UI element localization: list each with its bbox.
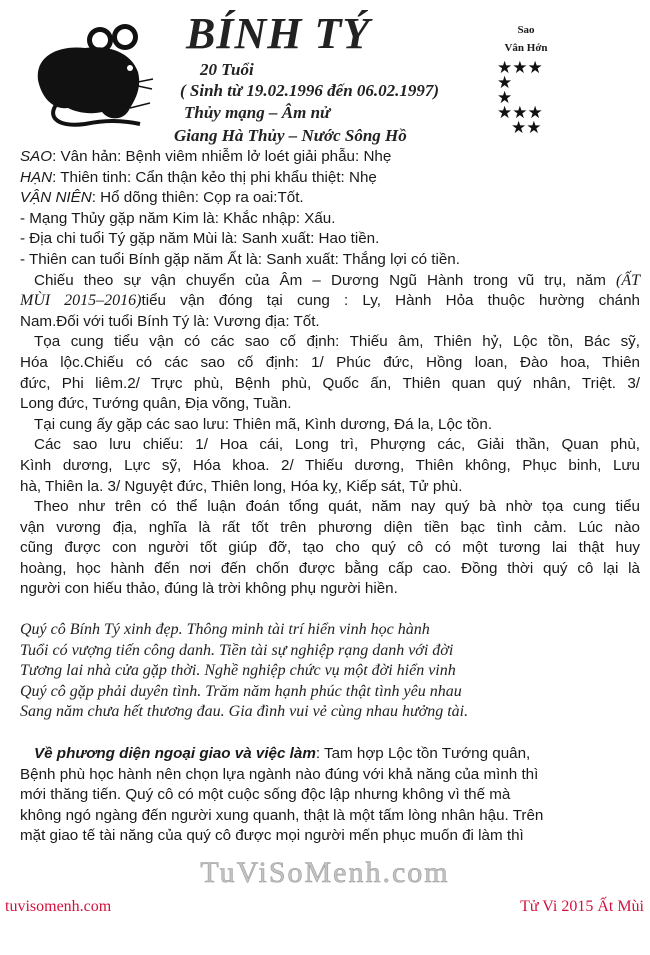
star-row: ★★★ bbox=[497, 103, 543, 122]
star-row: ★ bbox=[497, 73, 513, 92]
luan-doan-line: hoàng, học hành đến nơi đến chốn được bằng cấp cao. Đồng thời quý cô lại là bbox=[20, 559, 640, 577]
poem bbox=[20, 620, 468, 723]
watermark: TuViSoMenh.com bbox=[200, 856, 450, 889]
star-name: Vân Hớn bbox=[504, 42, 548, 54]
ngoai-giao-line: Về phương diện ngoại giao và việc làm: Tam hợp Lộc tồn Tướng quân, bbox=[34, 745, 531, 762]
page-title: BÍNH TÝ bbox=[186, 9, 371, 58]
toa-cung-line: Long đức, Tướng quân, Địa võng, Tuần. bbox=[20, 395, 292, 413]
bullet: - Mạng Thủy gặp năm Kim là: Khắc nhập: Xấu. bbox=[20, 209, 336, 227]
chieu-line: Nam.Đối với tuổi Bính Tý là: Vương địa: Tốt. bbox=[20, 312, 320, 330]
star-rating bbox=[497, 60, 543, 135]
luan-doan-line: người con hiếu thảo, đúng là trời không phụ người hiền. bbox=[20, 580, 398, 598]
star-row: ★★ bbox=[511, 118, 542, 137]
luan-doan-line: vận vương địa, nghĩa là rất tốt trên phương diện tiền bạc tình cảm. Lúc nào bbox=[20, 518, 640, 536]
sao-luu-line: Kình dương, Lực sỹ, Hóa khoa. 2/ Thiếu dương, Thiên không, Phục binh, Lưu bbox=[20, 456, 640, 474]
rat-icon bbox=[30, 20, 155, 132]
toa-cung-line: Tọa cung tiểu vận có các sao cố định: Thiếu âm, Thiên hỷ, Lộc tồn, Bác sỹ, bbox=[34, 333, 640, 351]
ngoai-giao-line: mới thăng tiến. Quý cô có một cuộc sống độc lập nhưng không vì thế mà bbox=[20, 786, 511, 804]
birth-range: ( Sinh từ 19.02.1996 đến 06.02.1997) bbox=[180, 81, 440, 100]
ngoai-giao-line: mặt giao tế tài năng của quý cô được mọi người mến phục muốn đi làm thì bbox=[20, 827, 524, 845]
body-text bbox=[20, 147, 640, 600]
destiny: Thủy mạng – Âm nử bbox=[184, 103, 331, 122]
age: 20 Tuổi bbox=[200, 60, 254, 79]
ngoai-giao-line: không ngó ngàng đến người xung quanh, thật là một tấm lòng nhân hậu. Trên bbox=[20, 806, 544, 824]
bullet: - Thiên can tuổi Bính gặp năm Ất là: Sanh xuất: Thắng lợi có tiền. bbox=[20, 250, 460, 268]
info-han: HẠN: Thiên tinh: Cẩn thận kẻo thị phi khẩu thiệt: Nhẹ bbox=[20, 168, 377, 186]
chieu-line: Chiếu theo sự vận chuyển của Âm – Dương Ngũ Hành trong vũ trụ, năm (ẤT bbox=[34, 271, 640, 289]
luan-doan-line: Theo như trên có thể luận đoán tổng quát, năm nay quý bà nhờ tọa cung tiểu bbox=[34, 498, 640, 516]
ngoai-giao-line: Bệnh phù học hành nên chọn lựa ngành nào đúng với khả năng của mình thì bbox=[20, 765, 539, 783]
toa-cung-line: đức, Phi liêm.2/ Trực phù, Bệnh phù, Quốc ấn, Thiên quan quý nhân, Triệt. 3/ bbox=[20, 374, 640, 392]
bullet: - Địa chi tuổi Tý gặp năm Mùi là: Sanh xuất: Hao tiền. bbox=[20, 230, 380, 248]
footer-book-title: Tử Vi 2015 Ất Mùi bbox=[520, 898, 644, 915]
tai-cung-line: Tại cung ấy gặp các sao lưu: Thiên mã, Kình dương, Đá la, Lộc tồn. bbox=[34, 415, 493, 433]
poem-line: Sang năm chưa hết thương đau. Gia đình vui vẻ cùng nhau hưởng tài. bbox=[20, 703, 469, 721]
poem-line: Quý cô Bính Tý xinh đẹp. Thông minh tài trí hiển vinh học hành bbox=[20, 621, 430, 638]
ngoai-giao-section bbox=[20, 744, 640, 847]
toa-cung-line: Hóa lộc.Chiếu có các sao cố định: 1/ Phúc đức, Hồng loan, Đào hoa, Thiên bbox=[20, 353, 640, 371]
section-heading: Về phương diện ngoại giao và việc làm bbox=[34, 745, 316, 762]
poem-line: Quý cô gặp phải duyên tình. Trăm năm hạnh phúc thật tình yêu nhau bbox=[20, 682, 462, 700]
footer-site: tuvisomenh.com bbox=[5, 898, 112, 915]
star-row: ★ bbox=[497, 88, 513, 107]
chieu-line: MÙI 2015–2016)tiểu vận đóng tại cung : Ly, Hành Hỏa thuộc hường chánh bbox=[20, 292, 640, 310]
element: Giang Hà Thủy – Nước Sông Hồ bbox=[174, 126, 407, 145]
poem-line: Tuổi có vượng tiến công danh. Tiền tài sự nghiệp rạng danh với đời bbox=[20, 641, 454, 659]
luan-doan-line: cũng được con người tốt giúp đỡ, tạo cho quý cô có một tương lai thật huy bbox=[20, 539, 640, 557]
star-row: ★★★ bbox=[497, 58, 543, 77]
info-sao: SAO: Vân hản: Bệnh viêm nhiễm lở loét giải phẫu: Nhẹ bbox=[20, 148, 392, 165]
poem-line: Tương lai nhà cửa gặp thời. Nghề nghiệp chức vụ một đời hiển vinh bbox=[20, 662, 456, 680]
sao-luu-line: hà, Thiên la. 3/ Nguyệt đức, Thiên long, Hóa kỵ, Kiếp sát, Tử phù. bbox=[20, 477, 463, 495]
star-label: Sao bbox=[517, 24, 535, 36]
info-van-nien: VẬN NIÊN: Hổ dõng thiên: Cọp ra oai:Tốt. bbox=[20, 189, 304, 207]
sao-luu-line: Các sao lưu chiếu: 1/ Hoa cái, Long trì, Phượng các, Giải thần, Quan phù, bbox=[34, 436, 640, 454]
